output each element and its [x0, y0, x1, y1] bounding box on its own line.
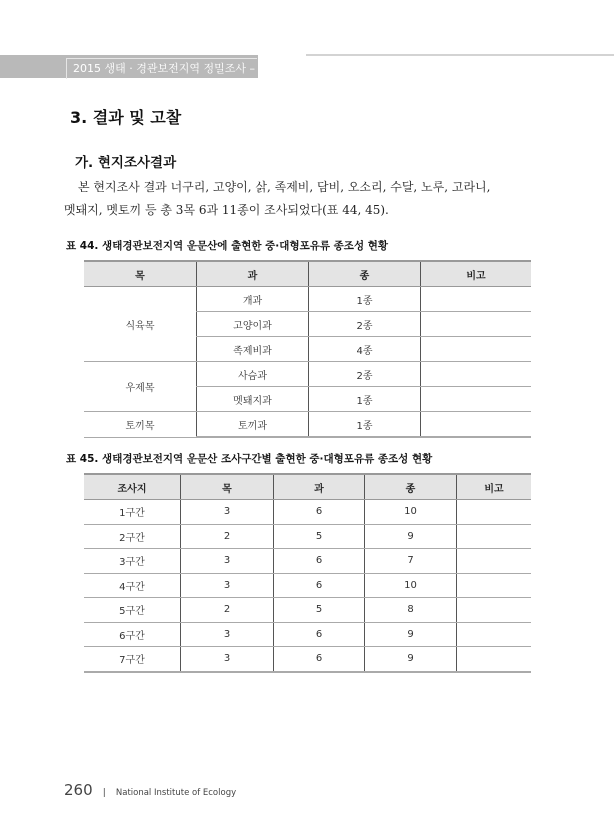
table-row: [84, 549, 531, 574]
family-cell: 멧돼지과: [197, 387, 309, 412]
table-row: [84, 573, 531, 598]
table-row: [84, 500, 531, 525]
page-footer: [64, 780, 236, 799]
species-cell: 1종: [309, 387, 421, 412]
species-cell: 1종: [309, 412, 421, 438]
site-cell: 7구간: [84, 647, 181, 672]
body-paragraph: [64, 176, 544, 222]
remarks-cell: [421, 337, 532, 362]
species-cell: 1종: [309, 287, 421, 312]
remarks-cell: [421, 387, 532, 412]
table-row: [84, 524, 531, 549]
species-cell: 2종: [309, 312, 421, 337]
site-cell: 3구간: [84, 549, 181, 574]
family-count-cell: 6: [274, 647, 365, 672]
footer-organization: National Institute of Ecology: [115, 788, 237, 798]
remarks-cell: [457, 647, 532, 672]
order-count-cell: 3: [181, 647, 274, 672]
remarks-cell: [457, 622, 532, 647]
order-count-cell: 3: [181, 573, 274, 598]
table-row: [84, 412, 531, 438]
species-cell: 4종: [309, 337, 421, 362]
site-cell: 4구간: [84, 573, 181, 598]
species-cell: 2종: [309, 362, 421, 387]
column-header: 과: [197, 261, 309, 287]
species-count-cell: 9: [365, 647, 457, 672]
species-count-cell: 9: [365, 622, 457, 647]
order-cell: 식육목: [84, 287, 197, 362]
family-count-cell: 6: [274, 549, 365, 574]
remarks-cell: [457, 500, 532, 525]
family-cell: 사슴과: [197, 362, 309, 387]
column-header: 과: [274, 474, 365, 500]
family-count-cell: 6: [274, 622, 365, 647]
paragraph-line: 본 현지조사 결과 너구리, 고양이, 삵, 족제비, 담비, 오소리, 수달, 노루, 고라니,: [78, 180, 491, 194]
site-cell: 2구간: [84, 524, 181, 549]
table-row: [84, 622, 531, 647]
remarks-cell: [457, 598, 532, 623]
page-number: 260: [64, 781, 93, 799]
remarks-cell: [421, 287, 532, 312]
species-count-cell: 10: [365, 573, 457, 598]
family-cell: 족제비과: [197, 337, 309, 362]
table-44: [84, 260, 531, 438]
species-count-cell: 7: [365, 549, 457, 574]
table-45: [84, 473, 531, 673]
family-count-cell: 6: [274, 500, 365, 525]
table-row: [84, 362, 531, 387]
family-cell: 고양이과: [197, 312, 309, 337]
family-count-cell: 6: [274, 573, 365, 598]
order-count-cell: 3: [181, 622, 274, 647]
family-count-cell: 5: [274, 598, 365, 623]
table-44-caption: 표 44. 생태경관보전지역 운문산에 출현한 중·대형포유류 종조성 현황: [66, 240, 389, 252]
subsection-title: 가. 현지조사결과: [75, 155, 177, 171]
column-header: 종: [309, 261, 421, 287]
remarks-cell: [421, 312, 532, 337]
order-cell: 우제목: [84, 362, 197, 412]
remarks-cell: [421, 362, 532, 387]
column-header: 비고: [457, 474, 532, 500]
order-cell: 토끼목: [84, 412, 197, 438]
column-header: 종: [365, 474, 457, 500]
table-row: [84, 647, 531, 672]
site-cell: 6구간: [84, 622, 181, 647]
family-cell: 토끼과: [197, 412, 309, 438]
table-row: [84, 598, 531, 623]
column-header: 목: [181, 474, 274, 500]
table-45-caption: 표 45. 생태경관보전지역 운문산 조사구간별 출현한 중·대형포유류 종조성 현황: [66, 453, 433, 465]
remarks-cell: [457, 549, 532, 574]
running-header-title: 2015 생태 · 경관보전지역 정밀조사 – 운문산: [73, 62, 291, 75]
header-rule: [306, 54, 614, 56]
species-count-cell: 8: [365, 598, 457, 623]
family-cell: 개과: [197, 287, 309, 312]
remarks-cell: [457, 524, 532, 549]
footer-separator: |: [102, 788, 106, 798]
site-cell: 5구간: [84, 598, 181, 623]
order-count-cell: 3: [181, 549, 274, 574]
paragraph-line: 멧돼지, 멧토끼 등 총 3목 6과 11종이 조사되었다(표 44, 45).: [64, 203, 389, 217]
order-count-cell: 2: [181, 598, 274, 623]
column-header: 목: [84, 261, 197, 287]
column-header: 비고: [421, 261, 532, 287]
order-count-cell: 3: [181, 500, 274, 525]
site-cell: 1구간: [84, 500, 181, 525]
remarks-cell: [457, 573, 532, 598]
species-count-cell: 9: [365, 524, 457, 549]
order-count-cell: 2: [181, 524, 274, 549]
remarks-cell: [421, 412, 532, 438]
table-row: [84, 287, 531, 312]
species-count-cell: 10: [365, 500, 457, 525]
section-title: 3. 결과 및 고찰: [70, 108, 182, 127]
family-count-cell: 5: [274, 524, 365, 549]
column-header: 조사지: [84, 474, 181, 500]
